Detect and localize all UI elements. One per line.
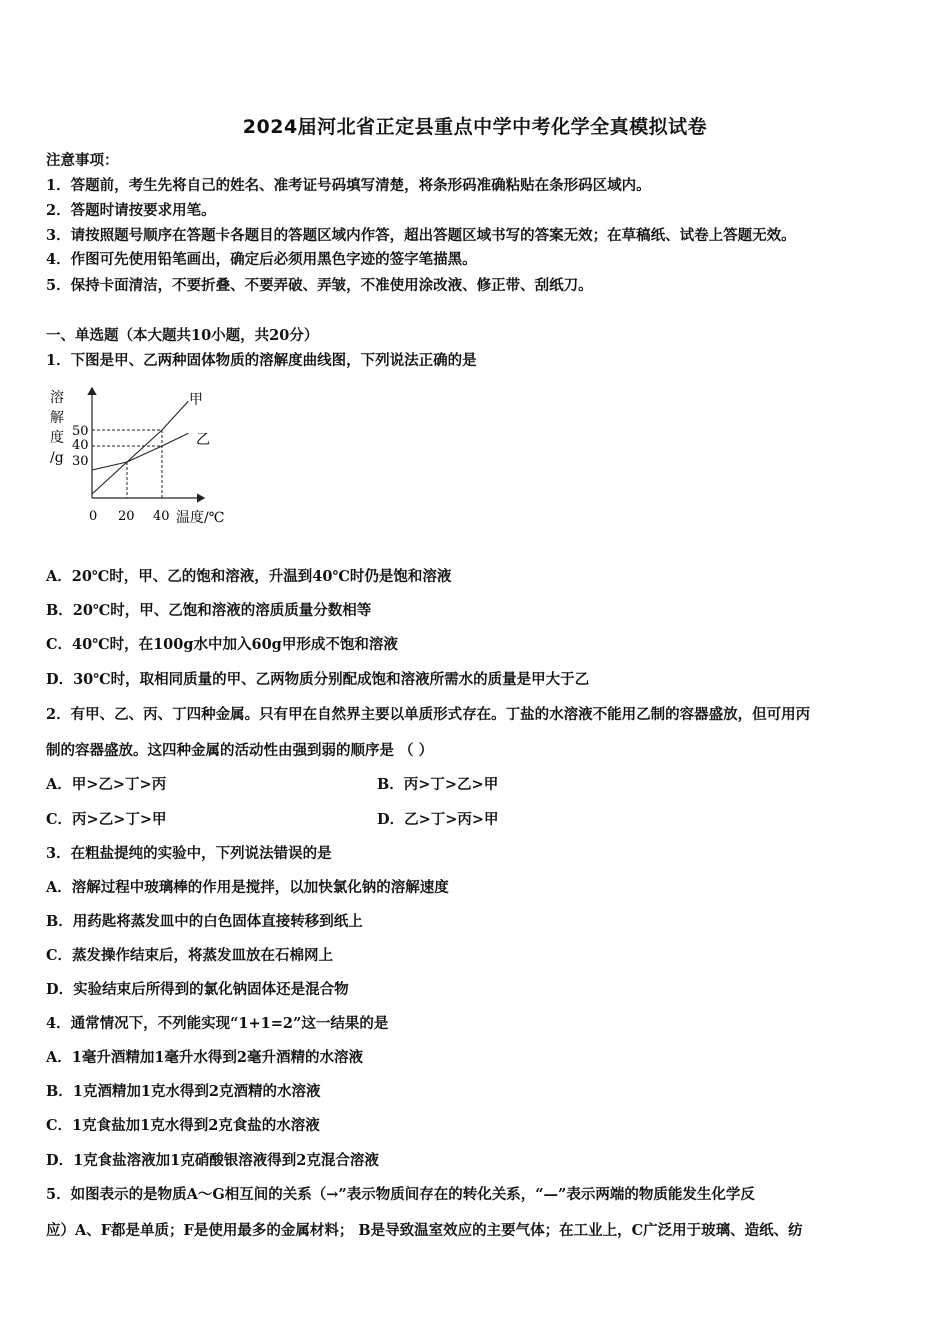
x-tick-label: 0 bbox=[89, 509, 98, 524]
curve-yi bbox=[92, 433, 188, 470]
notes-heading: 注意事项： bbox=[46, 152, 119, 169]
y-label-char: /g bbox=[50, 450, 64, 466]
q1-option: D．30℃时，取相同质量的甲、乙两物质分别配成饱和溶液所需水的质量是甲大于乙 bbox=[46, 671, 590, 688]
note-item: 2．答题时请按要求用笔。 bbox=[46, 202, 216, 219]
y-tick-label: 30 bbox=[72, 454, 89, 469]
q4-option: A．1毫升酒精加1毫升水得到2毫升酒精的水溶液 bbox=[46, 1049, 364, 1066]
curve-jia bbox=[92, 401, 188, 494]
series-label-yi: 乙 bbox=[196, 432, 210, 448]
note-item: 5．保持卡面清洁，不要折叠、不要弄破、弄皱，不准使用涂改液、修正带、刮纸刀。 bbox=[46, 277, 593, 294]
q4-option: B．1克酒精加1克水得到2克酒精的水溶液 bbox=[46, 1083, 321, 1100]
q2-option: A．甲>乙>丁>丙 bbox=[46, 776, 167, 793]
q1-option: C．40℃时，在100g水中加入60g甲形成不饱和溶液 bbox=[46, 636, 398, 653]
x-tick-label: 20 bbox=[118, 509, 135, 524]
solubility-chart bbox=[44, 384, 244, 530]
y-label-char: 溶 bbox=[50, 390, 64, 406]
q2-option: B．丙>丁>乙>甲 bbox=[377, 776, 499, 793]
note-item: 3．请按照题号顺序在答题卡各题目的答题区域内作答，超出答题区域书写的答案无效；在草稿纸、试卷上答题无效。 bbox=[46, 227, 796, 244]
q3-option: A．溶解过程中玻璃棒的作用是搅拌，以加快氯化钠的溶解速度 bbox=[46, 879, 449, 896]
y-tick-label: 50 bbox=[72, 424, 89, 439]
q2-option: C．丙>乙>丁>甲 bbox=[46, 811, 167, 828]
q3-option: D．实验结束后所得到的氯化钠固体还是混合物 bbox=[46, 981, 349, 998]
y-tick-label: 40 bbox=[72, 438, 89, 453]
question-4-stem: 4．通常情况下，不列能实现“1+1=2”这一结果的是 bbox=[46, 1015, 389, 1032]
x-axis-label: 温度/℃ bbox=[176, 510, 225, 526]
question-2-stem: 2．有甲、乙、丙、丁四种金属。只有甲在自然界主要以单质形式存在。丁盐的水溶液不能用乙制的容器盛放，但可用丙 bbox=[46, 706, 811, 723]
q1-option: A．20℃时，甲、乙的饱和溶液，升温到40℃时仍是饱和溶液 bbox=[46, 568, 452, 585]
note-item: 1．答题前，考生先将自己的姓名、准考证号码填写清楚，将条形码准确粘贴在条形码区域内。 bbox=[46, 177, 651, 194]
page-title: 2024届河北省正定县重点中学中考化学全真模拟试卷 bbox=[242, 116, 708, 138]
q4-option: C．1克食盐加1克水得到2克食盐的水溶液 bbox=[46, 1117, 320, 1134]
q3-option: B．用药匙将蒸发皿中的白色固体直接转移到纸上 bbox=[46, 913, 363, 930]
question-5-stem: 应）A、F都是单质；F是使用最多的金属材料； B是导致温室效应的主要气体；在工业上，C广泛用于玻璃、造纸、纺 bbox=[46, 1222, 803, 1239]
note-item: 4．作图可先使用铅笔画出，确定后必须用黑色字迹的签字笔描黑。 bbox=[46, 251, 477, 268]
q4-option: D．1克食盐溶液加1克硝酸银溶液得到2克混合溶液 bbox=[46, 1152, 379, 1169]
y-label-char: 度 bbox=[50, 430, 64, 446]
section-heading: 一、单选题（本大题共10小题，共20分） bbox=[46, 327, 319, 344]
question-5-stem: 5．如图表示的是物质A～G相互间的关系（→”表示物质间存在的转化关系，“—”表示两端的物质能发生化学反 bbox=[46, 1186, 755, 1203]
q1-option: B．20℃时，甲、乙饱和溶液的溶质质量分数相等 bbox=[46, 602, 372, 619]
y-label-char: 解 bbox=[50, 410, 64, 426]
question-3-stem: 3．在粗盐提纯的实验中，下列说法错误的是 bbox=[46, 845, 332, 862]
series-label-jia: 甲 bbox=[189, 392, 203, 408]
x-tick-label: 40 bbox=[153, 509, 170, 524]
question-2-stem: 制的容器盛放。这四种金属的活动性由强到弱的顺序是 （ ） bbox=[46, 742, 434, 759]
q3-option: C．蒸发操作结束后，将蒸发皿放在石棉网上 bbox=[46, 947, 334, 964]
question-1-stem: 1．下图是甲、乙两种固体物质的溶解度曲线图，下列说法正确的是 bbox=[46, 352, 477, 369]
q2-option: D．乙>丁>丙>甲 bbox=[377, 811, 499, 828]
